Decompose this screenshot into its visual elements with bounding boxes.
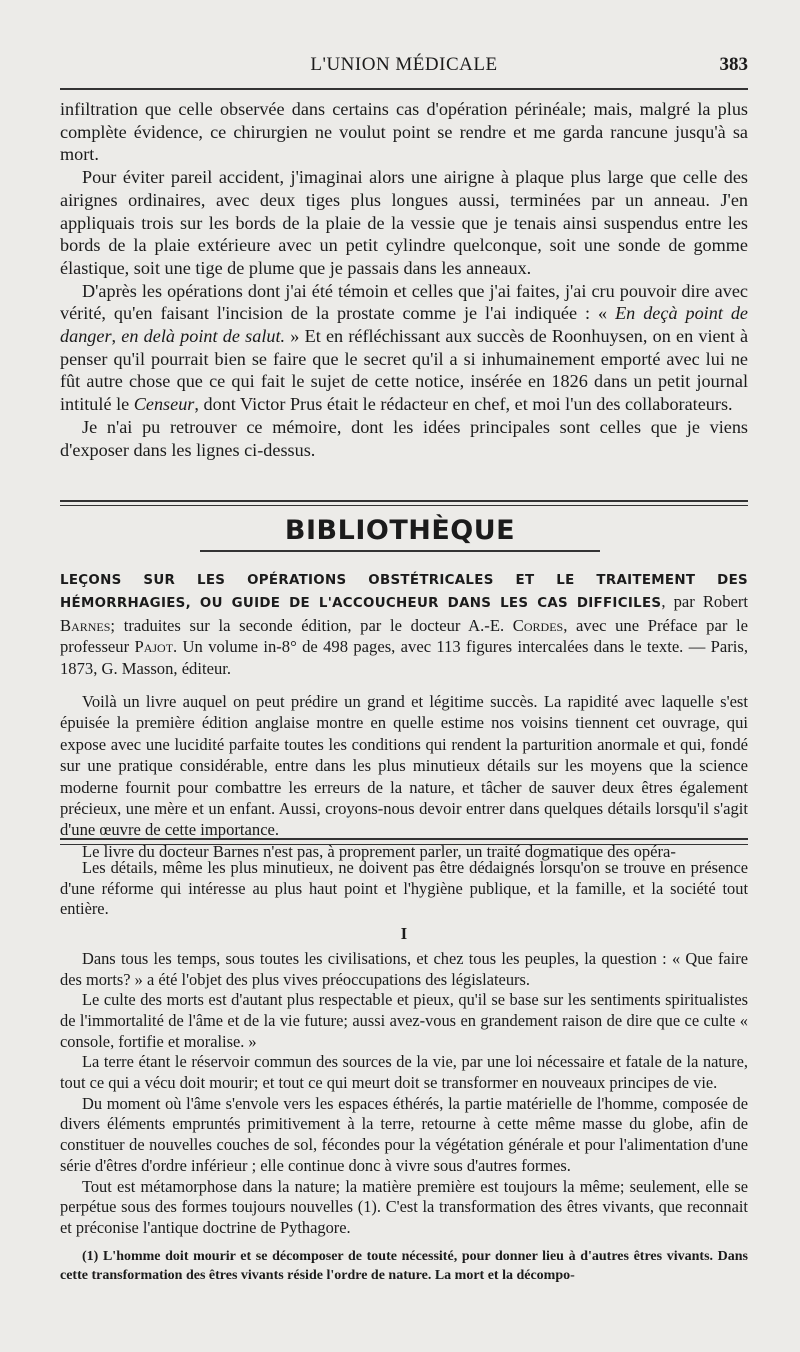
paragraph: Dans tous les temps, sous toutes les civilisations, et chez tous les peuples, la question : « Que faire des morts? » a été l'objet des plus vives préoccupations des législateurs. xyxy=(60,948,748,989)
paragraph xyxy=(60,280,748,416)
author-name: Barnes xyxy=(60,615,111,635)
feuilleton-divider xyxy=(60,838,748,840)
paragraph: La terre étant le réservoir commun des sources de la vie, par une loi nécessaire et fatale de la nature, tout ce qui a vécu doit mourir; et tout ce qui meurt doit se transformer en nouveaux principes de vie. xyxy=(60,1052,748,1093)
italic-quote: en delà point de salut. xyxy=(121,326,286,347)
text-run: , par Robert xyxy=(661,592,748,612)
paragraph: Le culte des morts est d'autant plus respectable et pieux, qu'il se base sur les sentiments spiritualistes de l'immortalité de l'âme et de la vie future; aussi avez-vous en grandement raison de dire que ce culte « console, fortifie et moralise. » xyxy=(60,990,748,1051)
running-header xyxy=(60,54,748,84)
feuilleton-section xyxy=(60,858,748,1285)
paragraph: infiltration que celle observée dans certains cas d'opération périnéale; mais, malgré la plus complète évidence, ce chirurgien ne voulut point se rendre et me garda rancune jusqu'à sa mort. xyxy=(60,99,748,165)
heading-underline xyxy=(200,550,600,552)
section-heading: BIBLIOTHÈQUE xyxy=(284,515,516,546)
paragraph: Je n'ai pu retrouver ce mémoire, dont les idées principales sont celles que je viens d'exposer dans les lignes ci-dessus. xyxy=(60,416,748,460)
italic-quote: En deçà point de danger xyxy=(60,303,748,347)
author-name: Pajot xyxy=(134,637,174,657)
page-number: 383 xyxy=(719,54,748,75)
paragraph: Les détails, même les plus minutieux, ne doivent pas être dédaignés lorsqu'on se trouve en présence d'une réforme qui intéresse au plus haut point et l'hygiène publique, et la famille, et la société tout entière. xyxy=(60,858,748,919)
article-continuation xyxy=(60,98,748,461)
book-entry xyxy=(60,568,748,679)
text-run: ; traduites sur la seconde édition, par le docteur A.-E. xyxy=(110,615,513,635)
text-run: » Et en réfléchissant aux succès de Roonhuysen, on en vient à penser qu'il pourrait bien se faire que le secret qu'il a si inhumainement emporté avec lui ne fût autre chose que ce qui fait le sujet de cette notice, insérée en 1826 dans un petit journal intitulé le xyxy=(60,326,749,415)
text-run: D'après les opérations dont j'ai été témoin et celles que j'ai faites, j'ai cru pouvoir dire avec vérité, qu'en faisant l'incision de la prostate comme je l'ai indiquée : « xyxy=(60,280,748,324)
paragraph: Voilà un livre auquel on peut prédire un grand et légitime succès. La rapidité avec laquelle s'est épuisée la première édition anglaise montre en quelle estime nos voisins tiennent cet ouvrage, qui expose avec une lucidité parfaite toutes les conditions qui rendent la parturition anormale et qui, fondé sur une pratique considérable, entre dans les plus minutieux détails sur les moyens que la science moderne fournit pour combattre les erreurs de la nature, et tâcher de sauver deux êtres également précieux, une mère et un enfant. Aussi, croyons-nous devoir entrer dans quelques détails lorsqu'il s'agit d'une œuvre de cette importance. xyxy=(60,692,748,840)
feuilleton-divider xyxy=(60,844,748,845)
section-number: I xyxy=(400,924,408,944)
paragraph: Du moment où l'âme s'envole vers les espaces éthérés, la partie matérielle de l'homme, composée de divers éléments empruntés primitivement à la terre, retourne à cette même masse du globe, afin de constituer de nouvelles couches de sol, fécondes pour la végétation générale et pour l'alimentation d'une série d'êtres d'ordre inférieur ; elle continue donc à vivre sous d'autres formes. xyxy=(60,1093,748,1175)
section-divider xyxy=(60,505,748,506)
header-rule xyxy=(60,88,748,90)
book-title: LEÇONS SUR LES OPÉRATIONS OBSTÉTRICALES ET LE TRAITEMENT DES HÉMORRHAGIES, OU GUIDE DE L'ACCOUCHEUR DANS LES CAS DIFFICILES xyxy=(60,573,748,612)
text-run: , avec une Préface par le professeur xyxy=(60,615,748,657)
journal-name: Censeur xyxy=(133,394,195,415)
paragraph: Le livre du docteur Barnes n'est pas, à proprement parler, un traité dogmatique des opéra- xyxy=(82,841,676,861)
paragraph: Pour éviter pareil accident, j'imaginai alors une airigne à plaque plus large que celle des airignes ordinaires, avec deux tiges plus longues aussi, terminées par un anneau. J'en appliquais trois sur les bords de la plaie de la vessie que je tenais ainsi suspendus entre les bords de la plaie extérieure avec un petit cylindre quelconque, soit une sonde de gomme élastique, soit une tige de plume que je passais dans les anneaux. xyxy=(60,167,748,278)
footnote: (1) L'homme doit mourir et se décomposer de toute nécessité, pour donner lieu à d'autres êtres vivants. Dans cette transformation des êtres vivants réside l'ordre de nature. La mort et la décompo- xyxy=(60,1248,748,1283)
paragraph: Tout est métamorphose dans la nature; la matière première est toujours la même; seulement, elle se perpétue sous des formes toujours nouvelles (1). C'est la transformation des êtres vivants, que reconnait et préconise l'antique doctrine de Pythagore. xyxy=(60,1176,748,1237)
bibliotheque-section xyxy=(60,568,748,862)
text-run: , dont Victor Prus était le rédacteur en chef, et moi l'un des collaborateurs. xyxy=(194,394,733,415)
author-name: Cordes xyxy=(512,615,564,635)
section-divider xyxy=(60,500,748,502)
journal-title: L'UNION MÉDICALE xyxy=(310,54,498,75)
text-run: . Un volume in-8° de 498 pages, avec 113 figures intercalées dans le texte. — Paris, 1873, G. Masson, éditeur. xyxy=(60,637,748,678)
text-run: , xyxy=(111,326,122,347)
